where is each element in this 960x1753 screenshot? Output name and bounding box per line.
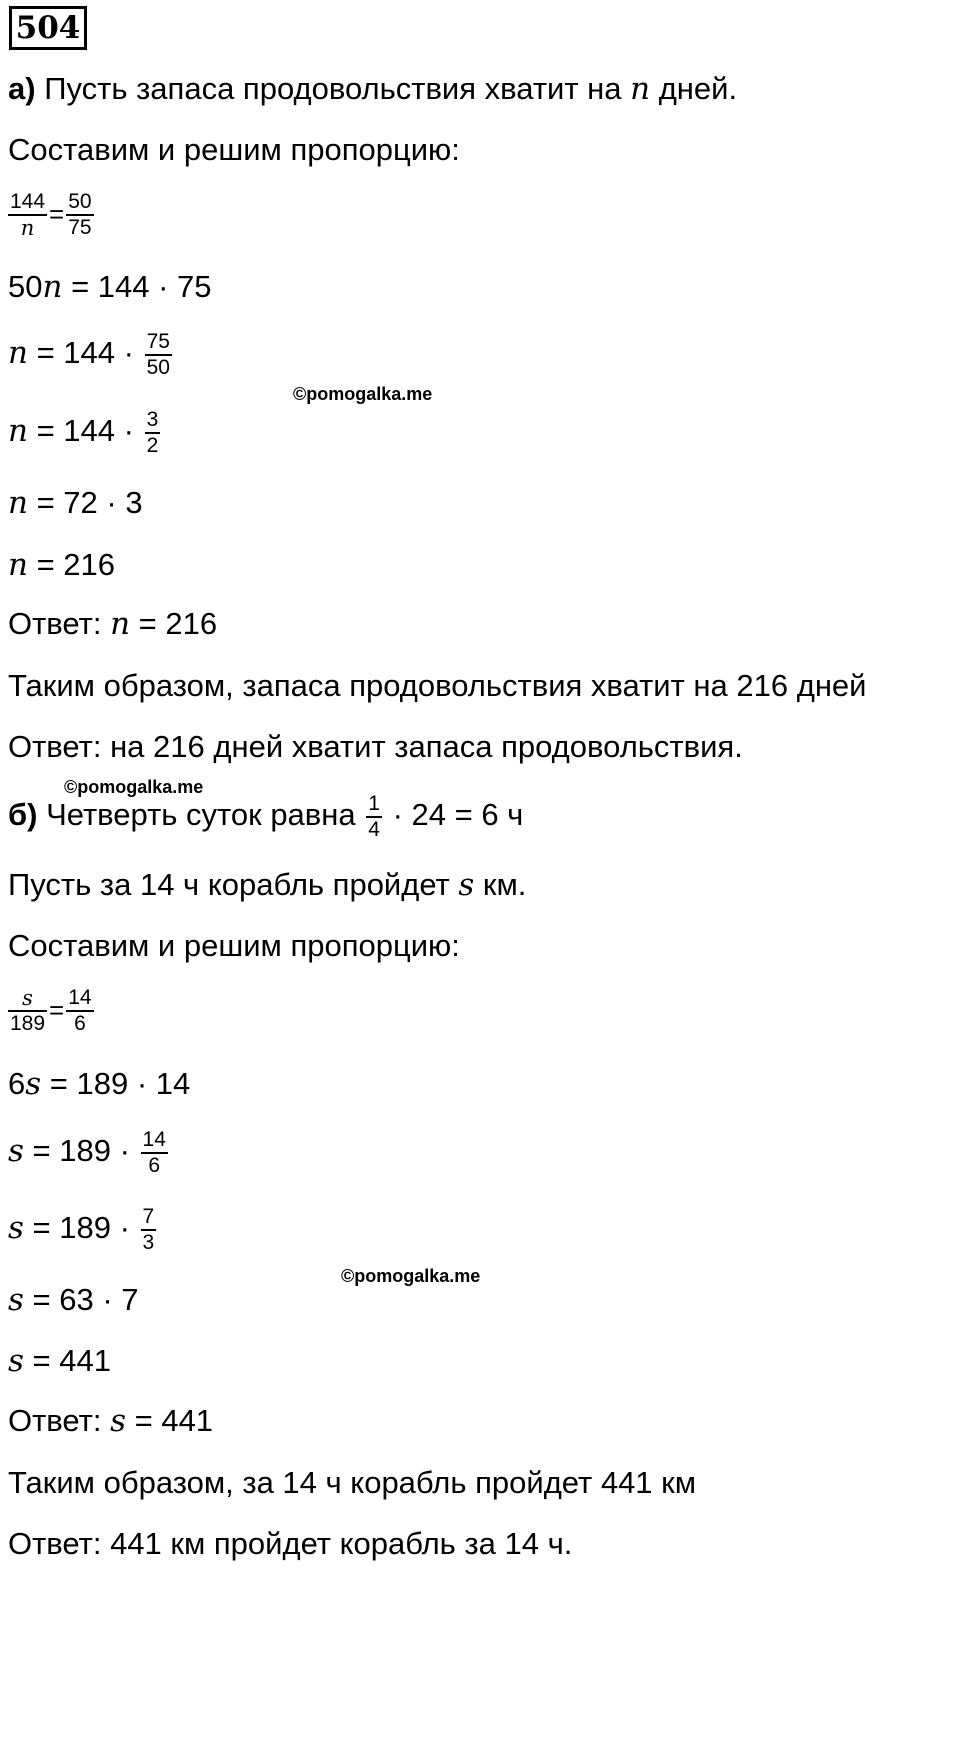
fraction	[366, 792, 382, 842]
variable: s	[8, 1343, 24, 1379]
problem-number: 504	[9, 6, 87, 50]
denominator: 75	[68, 216, 92, 239]
numerator: 75	[146, 330, 170, 353]
text: дней.	[650, 71, 738, 106]
variable: n	[8, 335, 28, 372]
part-a-answer: Ответ: на 216 дней хватит запаса продовольствия.	[8, 729, 743, 764]
part-b-step3	[8, 1205, 158, 1255]
denominator: 6	[148, 1154, 161, 1177]
part-a-compose: Составим и решим пропорцию:	[8, 132, 460, 167]
variable: n	[42, 269, 63, 305]
variable: s	[458, 867, 475, 903]
denominator: 4	[368, 818, 380, 841]
equals: =	[49, 199, 65, 230]
denominator: 3	[142, 1231, 155, 1254]
text: = 216	[130, 606, 218, 641]
fraction	[145, 408, 161, 458]
variable: n	[8, 547, 28, 583]
fraction	[141, 1128, 168, 1178]
variable: n	[630, 71, 651, 107]
part-a-proportion	[6, 190, 96, 240]
numerator: s	[22, 986, 33, 1010]
text: Четверть суток равна	[37, 797, 356, 833]
numerator: 7	[142, 1205, 155, 1228]
part-b-intro	[8, 792, 523, 842]
text: = 72 · 3	[27, 485, 143, 520]
variable: s	[110, 1403, 126, 1439]
variable: s	[25, 1066, 42, 1102]
part-b-step2	[8, 1128, 170, 1178]
text: км.	[474, 867, 527, 902]
text: = 441	[23, 1343, 111, 1378]
variable: n	[8, 485, 28, 521]
variable: s	[8, 1210, 24, 1247]
fraction	[66, 986, 93, 1036]
text: 50	[8, 269, 43, 304]
fraction	[8, 190, 47, 240]
part-a-step1	[8, 268, 212, 306]
part-b-answer: Ответ: 441 км пройдет корабль за 14 ч.	[8, 1526, 573, 1561]
part-b-conclusion: Таким образом, за 14 ч корабль пройдет 441 км	[8, 1465, 697, 1500]
part-a-intro	[8, 70, 737, 108]
watermark: ©pomogalka.me	[341, 1266, 481, 1286]
text: = 144 ·	[27, 413, 134, 449]
variable: s	[8, 1282, 24, 1318]
watermark: ©pomogalka.me	[293, 384, 433, 404]
part-b-step4	[8, 1281, 139, 1319]
text: = 189 · 14	[41, 1066, 191, 1101]
denominator: 50	[146, 356, 170, 379]
text: = 441	[126, 1403, 214, 1438]
numerator: 144	[10, 190, 46, 213]
numerator: 14	[142, 1128, 166, 1151]
denominator: 189	[10, 1012, 46, 1035]
text: = 144 · 75	[62, 269, 212, 304]
text: · 24 = 6 ч	[392, 797, 524, 833]
part-b-let	[8, 866, 526, 904]
part-a-answer-math	[8, 605, 217, 643]
text: 6	[8, 1066, 26, 1101]
numerator: 1	[368, 792, 380, 815]
part-a-step5	[8, 546, 115, 584]
part-b-proportion	[6, 986, 96, 1036]
variable: s	[8, 1133, 24, 1170]
part-b-step1	[8, 1065, 190, 1103]
text: = 216	[27, 547, 116, 582]
fraction	[8, 986, 47, 1036]
part-a-step3	[8, 408, 162, 458]
text: Пусть за 14 ч корабль пройдет	[8, 867, 459, 902]
denominator: n	[20, 216, 35, 240]
part-b-answer-math	[8, 1402, 213, 1440]
watermark: ©pomogalka.me	[64, 777, 204, 797]
variable: n	[8, 413, 28, 450]
part-b-compose: Составим и решим пропорцию:	[8, 928, 460, 963]
equals: =	[49, 995, 65, 1026]
denominator: 6	[74, 1012, 86, 1035]
numerator: 50	[68, 190, 92, 213]
text: = 189 ·	[23, 1210, 130, 1246]
fraction	[141, 1205, 157, 1255]
part-b-label: б)	[8, 797, 38, 833]
part-b-step5	[8, 1342, 111, 1380]
text: = 189 ·	[23, 1133, 130, 1169]
text: Ответ:	[8, 1403, 111, 1438]
text: = 63 · 7	[23, 1282, 139, 1317]
fraction	[145, 330, 172, 380]
part-a-step4	[8, 484, 143, 522]
part-a-step2	[8, 330, 174, 380]
text: Пусть запаса продовольствия хватит на	[35, 71, 631, 106]
variable: n	[110, 606, 131, 642]
fraction	[66, 190, 93, 240]
numerator: 14	[68, 986, 92, 1009]
text: = 144 ·	[27, 335, 134, 371]
part-a-label: а)	[8, 71, 36, 106]
denominator: 2	[146, 434, 159, 457]
text: Ответ:	[8, 606, 111, 641]
part-a-conclusion: Таким образом, запаса продовольствия хватит на 216 дней	[8, 668, 867, 703]
numerator: 3	[146, 408, 159, 431]
